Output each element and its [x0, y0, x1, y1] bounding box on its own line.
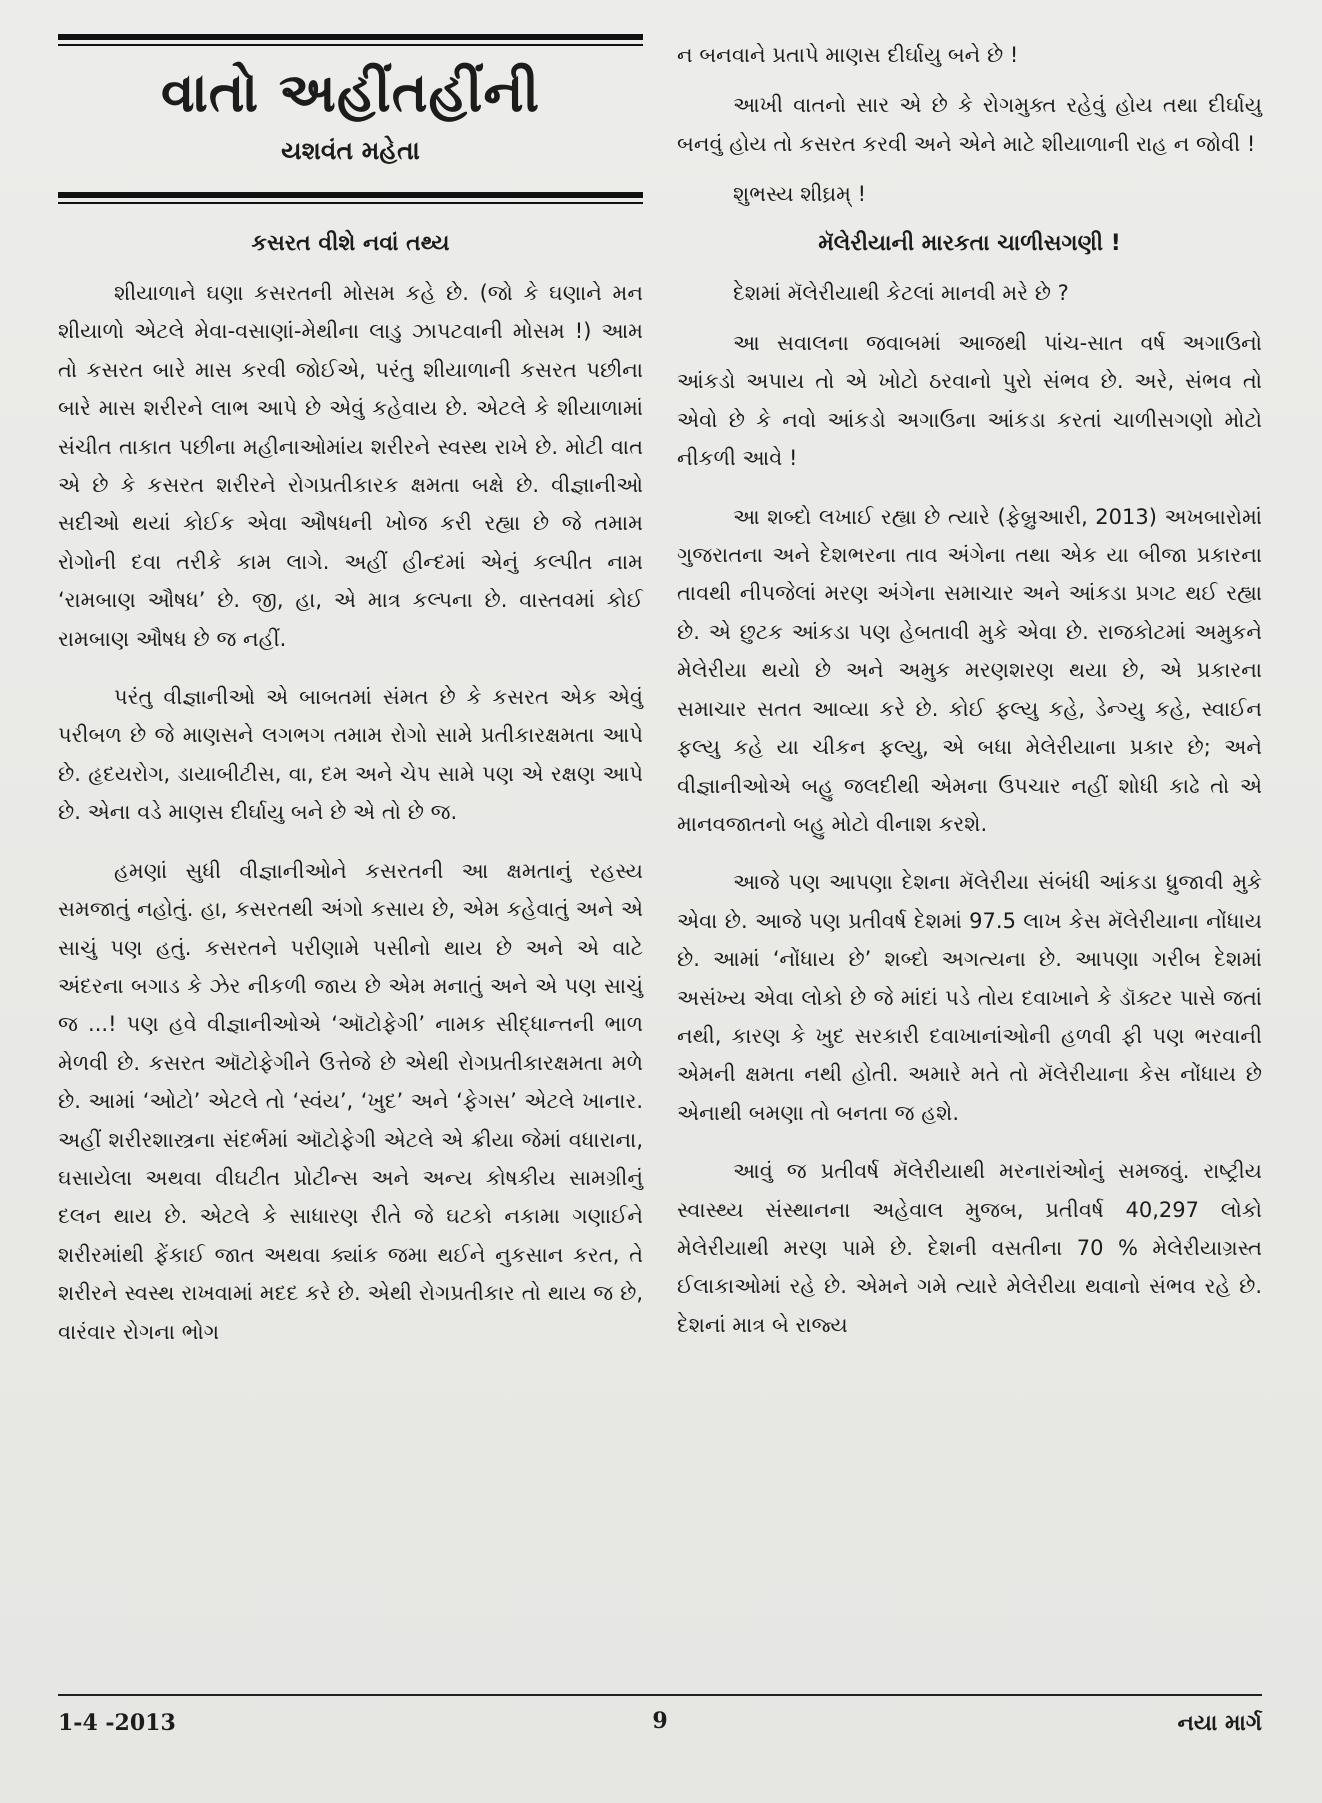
paragraph: આ સવાલના જવાબમાં આજથી પાંચ-સાત વર્ષ અગાઉનો આંકડો અપાય તો એ ખોટો ઠરવાનો પુરો સંભવ છે. અરે, સંભવ તો એવો છે કે નવો આંકડો અગાઉના આંકડા કરતાં ચાળીસગણો મોટો નીકળી આવે ! — [677, 331, 1262, 471]
paragraph: આજે પણ આપણા દેશના મૅલેરીયા સંબંધી આંકડા ધ્રુજાવી મુકે એવા છે. આજે પણ પ્રતીવર્ષ દેશમાં 97.5 લાખ કેસ મૅલેરીયાના નોંધાય છે. આમાં ‘નોંધાય છે’ શબ્દો અગત્યના છે. આપણા ગરીબ દેશમાં અસંખ્ય એવા લોકો છે જે માંદાં પડે તોય દવાખાને કે ડૉક્ટર પાસે જતાં નથી, કારણ કે ખુદ સરકારી દવાખાનાંઓની હળવી ફી પણ ભરવાની એમની ક્ષમતા નથી હોતી. અમારે મતે તો મૅલેરીયાના કેસ નોંધાય છે એનાથી બમણા તો બનતા જ હશે. — [677, 870, 1262, 1125]
paragraph: આખી વાતનો સાર એ છે કે રોગમુક્ત રહેવું હોય તથા દીર્ઘાયુ બનવું હોય તો કસરત કરવી અને એને માટે શીયાળાની રાહ ન જોવી ! — [677, 93, 1262, 156]
masthead-top-rule-thin — [58, 44, 643, 46]
paragraph: પરંતુ વીજ્ઞાનીઓ એ બાબતમાં સંમત છે કે કસરત એક એવું પરીબળ છે જે માણસને લગભગ તમામ રોગો સામે પ્રતીકારક્ષમતા આપે છે. હૃદયરોગ, ડાયાબીટીસ, વા, દમ અને ચેપ સામે પણ એ રક્ષણ આપે છે. એના વડે માણસ દીર્ઘાયુ બને છે એ તો છે જ. — [58, 685, 643, 825]
masthead-bottom-rule — [58, 192, 643, 198]
masthead-bottom-rule-thin — [58, 202, 643, 204]
page-number: 9 — [652, 1708, 668, 1734]
article-heading-exercise: કસરત વીશે નવાં તથ્ય — [251, 231, 450, 256]
paragraph: શુભસ્ય શીઘ્રમ્ ! — [733, 182, 867, 207]
article-heading-malaria: મૅલેરીયાની મારકતા ચાળીસગણી ! — [818, 230, 1121, 256]
masthead-top-rule — [58, 34, 643, 40]
issue-date: 1-4 -2013 — [58, 1710, 176, 1736]
paragraph: ન બનવાને પ્રતાપે માણસ દીર્ઘાયુ બને છે ! — [677, 43, 1019, 67]
publication-name: નયા માર્ગ — [1177, 1710, 1262, 1736]
paragraph: દેશમાં મૅલેરીયાથી કેટલાં માનવી મરે છે ? — [733, 280, 1069, 305]
left-column — [58, 34, 643, 1351]
paragraph: હમણાં સુધી વીજ્ઞાનીઓને કસરતની આ ક્ષમતાનું રહસ્ય સમજાતું નહોતું. હા, કસરતથી અંગો કસાય છે, એમ કહેવાતું અને એ સાચું પણ હતું. કસરતને પરીણામે પસીનો થાય છે અને એ વાટે અંદરના બગાડ કે ઝેર નીકળી જાય છે એમ મનાતું અને એ પણ સાચું જ ...! પણ હવે વીજ્ઞાનીઓએ ‘ઑટોફેગી’ નામક સીદ્ધાન્તની ભાળ મેળવી છે. કસરત ઑટોફેગીને ઉત્તેજે છે એથી રોગપ્રતીકારક્ષમતા મળે છે. આમાં ‘ઓટો’ એટલે તો ‘સ્વંય’, ‘ખુદ’ અને ‘ફેગસ’ એટલે ખાનાર. અહીં શરીરશાસ્ત્રના સંદર્ભમાં ઑટોફેગી એટલે એ ક્રીયા જેમાં વધારાના, ઘસાયેલા અથવા વીઘટીત પ્રોટીન્સ અને અન્ય કોષકીય સામગ્રીનું દલન થાય છે. એટલે કે સાધારણ રીતે જે ઘટકો નકામા ગણાઈને શરીરમાંથી ફેંકાઈ જાત અથવા ક્યાંક જમા થઈને નુકસાન કરત, તે શરીરને સ્વસ્થ રાખવામાં મદદ કરે છે. એથી રોગપ્રતીકાર તો થાય જ છે, વારંવાર રોગના ભોગ — [58, 858, 643, 1344]
footer-rule — [58, 1694, 1262, 1696]
author-name: યશવંત મહેતા — [281, 136, 420, 165]
paragraph: શીયાળાને ઘણા કસરતની મોસમ કહે છે. (જો કે ઘણાને મન શીયાળો એટલે મેવા-વસાણાં-મેથીના લાડુ ઝાપટવાની મોસમ !) આમ તો કસરત બારે માસ કરવી જોઈએ, પરંતુ શીયાળાની કસરત પછીના બારે માસ શરીરને લાભ આપે છે એવું કહેવાય છે. એટલે કે શીયાળામાં સંચીત તાકાત પછીના મહીનાઓમાંય શરીરને સ્વસ્થ રાખે છે. મોટી વાત એ છે કે કસરત શરીરને રોગપ્રતીકારક ક્ષમતા બક્ષે છે. વીજ્ઞાનીઓ સદીઓ થયાં કોઈક એવા ઔષધની ખોજ કરી રહ્યા છે જે તમામ રોગોની દવા તરીકે કામ લાગે. અહીં હીન્દમાં એનું કલ્પીત નામ ‘રામબાણ ઔષધ’ છે. જી, હા, એ માત્ર કલ્પના છે. વાસ્તવમાં કોઈ રામબાણ ઔષધ છે જ નહીં. — [58, 281, 643, 651]
paragraph: આવું જ પ્રતીવર્ષ મૅલેરીયાથી મરનારાંઓનું સમજવું. રાષ્ટ્રીય સ્વાસ્થ્ય સંસ્થાનના અહેવાલ મુજબ, પ્રતીવર્ષ 40,297 લોકો મેલેરીયાથી મરણ પામે છે. દેશની વસતીના 70 % મેલેરીયાગ્રસ્ત ઈલાકાઓમાં રહે છે. એમને ગમે ત્યારે મેલેરીયા થવાનો સંભવ રહે છે. દેશનાં માત્ર બે રાજ્ય — [677, 1159, 1262, 1337]
page-footer — [58, 1694, 1262, 1738]
paragraph: આ શબ્દો લખાઈ રહ્યા છે ત્યારે (ફેબ્રુઆરી, 2013) અખબારોમાં ગુજરાતના અને દેશભરના તાવ અંગેના તથા એક યા બીજા પ્રકારના તાવથી નીપજેલાં મરણ અંગેના સમાચાર અને આંકડા પ્રગટ થઈ રહ્યા છે. એ છુટક આંકડા પણ હેબતાવી મુકે એવા છે. રાજકોટમાં અમુકને મેલેરીયા થયો છે અને અમુક મરણશરણ થયા છે, એ પ્રકારના સમાચાર સતત આવ્યા કરે છે. કોઈ ફલ્યુ કહે, ડેન્ગ્યુ કહે, સ્વાઈન ફલ્યુ કહે યા ચીકન ફલ્યુ, એ બધા મેલેરીયાના પ્રકાર છે; અને વીજ્ઞાનીઓએ બહુ જલદીથી એમના ઉપચાર નહીં શોધી કાઢે તો એ માનવજાતનો બહુ મોટો વીનાશ કરશે. — [677, 504, 1262, 836]
right-column — [677, 36, 1262, 1344]
column-title: વાતો અહીંતહીંની — [160, 61, 541, 124]
